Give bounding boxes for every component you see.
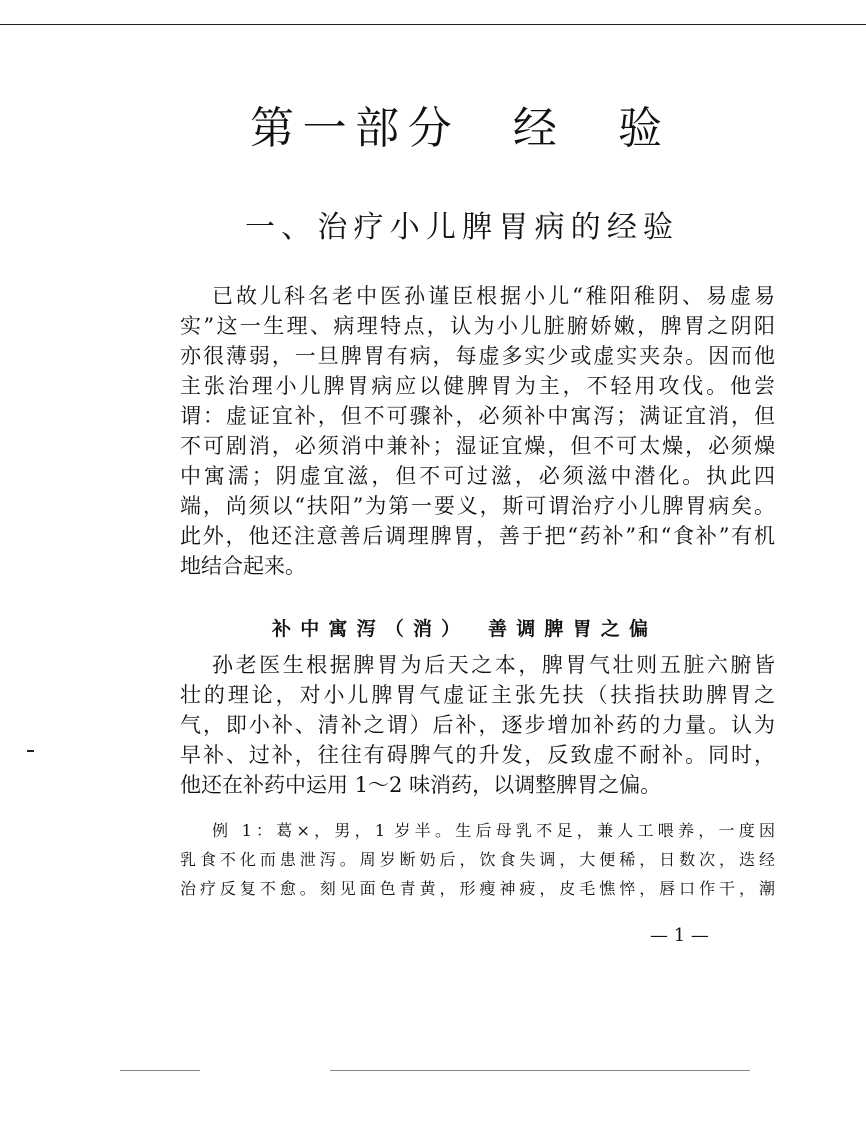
text-line: 壮的理论，对小儿脾胃气虚证主张先扶（扶指扶助脾胃之 <box>180 683 775 707</box>
part-title: 第一部分 经 验 <box>250 103 662 154</box>
page-number: — 1 — <box>650 925 709 946</box>
scan-noise <box>120 1070 200 1071</box>
subheading: 补中寓泻（消） 善调脾胃之偏 <box>272 618 648 640</box>
text-line: 此外，他还注意善后调理脾胃，善于把“药补”和“食补”有机 <box>180 524 775 548</box>
section-heading: 一、治疗小儿脾胃病的经验 <box>245 210 673 245</box>
text-line: 实”这一生理、病理特点，认为小儿脏腑娇嫩，脾胃之阴阳 <box>180 314 775 338</box>
text-line: 已故儿科名老中医孙谨臣根据小儿“稚阳稚阴、易虚易 <box>212 284 775 308</box>
text-line: 不可剧消，必须消中兼补；湿证宜燥，但不可太燥，必须燥 <box>180 434 775 458</box>
top-rule <box>0 24 866 25</box>
text-line: 端，尚须以“扶阳”为第一要义，斯可谓治疗小儿脾胃病矣。 <box>180 494 775 518</box>
text-line: 地结合起来。 <box>180 554 306 578</box>
text-line: 乳食不化而患泄泻。周岁断奶后，饮食失调，大便稀，日数次，迭经 <box>180 850 775 869</box>
scan-mark <box>27 750 34 752</box>
text-line: 中寓濡；阴虚宜滋，但不可过滋，必须滋中潜化。执此四 <box>180 464 775 488</box>
text-line: 例 1：葛×，男，1 岁半。生后母乳不足，兼人工喂养，一度因 <box>212 821 775 840</box>
text-line: 主张治理小儿脾胃病应以健脾胃为主，不轻用攻伐。他尝 <box>180 374 775 398</box>
scan-noise <box>330 1070 750 1071</box>
text-line: 谓：虚证宜补，但不可骤补，必须补中寓泻；满证宜消，但 <box>180 404 775 428</box>
text-line: 气，即小补、清补之谓）后补，逐步增加补药的力量。认为 <box>180 713 775 737</box>
text-line: 孙老医生根据脾胃为后天之本，脾胃气壮则五脏六腑皆 <box>212 653 775 677</box>
text-line: 他还在补药中运用 1～2 味消药，以调整脾胃之偏。 <box>180 773 662 797</box>
text-line: 亦很薄弱，一旦脾胃有病，每虚多实少或虚实夹杂。因而他 <box>180 344 775 368</box>
text-line: 早补、过补，往往有碍脾气的升发，反致虚不耐补。同时， <box>180 743 775 767</box>
text-line: 治疗反复不愈。刻见面色青黄，形瘦神疲，皮毛憔悴，唇口作干，潮 <box>180 879 775 898</box>
